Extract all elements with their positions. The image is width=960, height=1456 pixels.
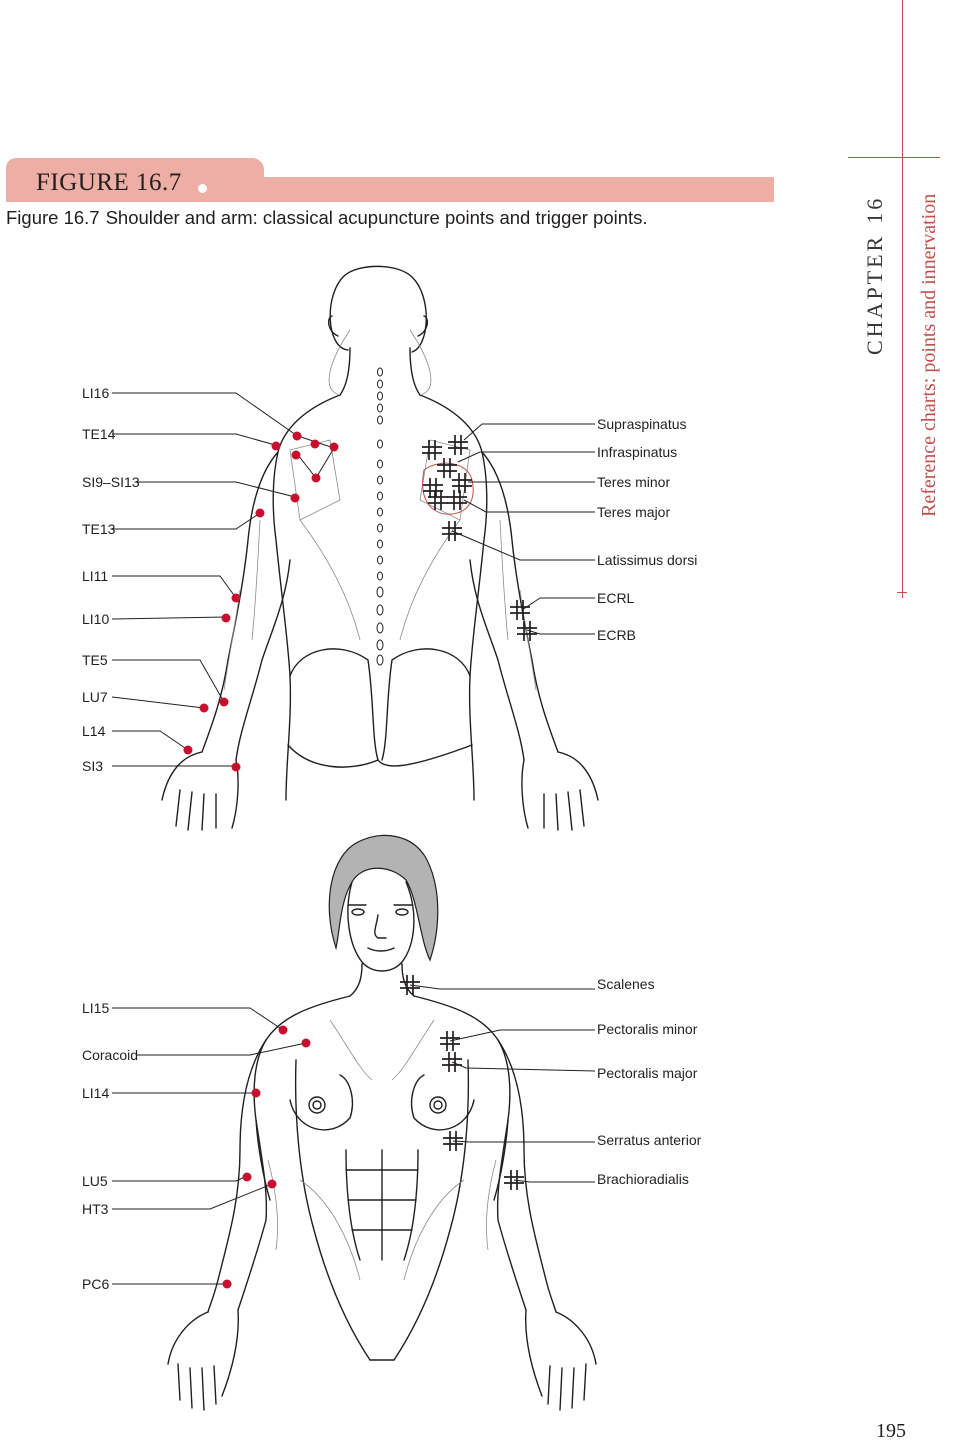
anterior-acupoints	[223, 1026, 311, 1289]
spine-vertebrae	[377, 368, 383, 665]
label-te13: TE13	[82, 521, 116, 537]
label-ecrl: ECRL	[597, 590, 635, 606]
anterior-point-labels	[82, 1000, 138, 1292]
label-latissimus-dorsi: Latissimus dorsi	[597, 552, 698, 568]
chapter-number: 16	[862, 195, 887, 224]
label-supraspinatus: Supraspinatus	[597, 416, 687, 432]
label-te5: TE5	[82, 652, 108, 668]
caption-text: Shoulder and arm: classical acupuncture points and trigger points.	[105, 207, 648, 228]
label-li14: LI14	[82, 1085, 110, 1101]
label-pectoralis-major: Pectoralis major	[597, 1065, 698, 1081]
posterior-trigger-points	[422, 435, 537, 641]
label-li11: LI11	[82, 568, 109, 584]
label-pectoralis-minor: Pectoralis minor	[597, 1021, 698, 1037]
anterior-leader-lines	[112, 985, 595, 1284]
label-te14: TE14	[82, 426, 116, 442]
label-li16: LI16	[82, 385, 110, 401]
anterior-body	[168, 882, 596, 1410]
label-si3: SI3	[82, 758, 104, 774]
label-ecrb: ECRB	[597, 627, 636, 643]
chapter-word: CHAPTER	[862, 233, 887, 355]
label-l14: L14	[82, 723, 106, 739]
label-teres-major: Teres major	[597, 504, 671, 520]
posterior-point-labels	[82, 385, 140, 774]
label-lu5: LU5	[82, 1173, 108, 1189]
label-ht3: HT3	[82, 1201, 109, 1217]
label-pc6: PC6	[82, 1276, 110, 1292]
label-teres-minor: Teres minor	[597, 474, 671, 490]
label-serratus-anterior: Serratus anterior	[597, 1132, 702, 1148]
anterior-hair	[329, 835, 438, 960]
label-coracoid: Coracoid	[82, 1047, 139, 1063]
figure-label: FIGURE 16.7	[36, 169, 182, 196]
label-li15: LI15	[82, 1000, 110, 1016]
caption-number: Figure 16.7	[6, 207, 100, 228]
posterior-leader-lines	[112, 393, 595, 766]
chapter-subtitle: Reference charts: points and innervation	[918, 193, 940, 517]
label-lu7: LU7	[82, 689, 108, 705]
label-scalenes: Scalenes	[597, 976, 655, 992]
page-number: 195	[876, 1420, 906, 1442]
anterior-muscle-labels	[597, 976, 702, 1187]
label-li10: LI10	[82, 611, 110, 627]
label-brachioradialis: Brachioradialis	[597, 1171, 689, 1187]
label-si9-si13: SI9–SI13	[82, 474, 140, 490]
label-infraspinatus: Infraspinatus	[597, 444, 678, 460]
posterior-muscle-labels	[597, 416, 697, 643]
